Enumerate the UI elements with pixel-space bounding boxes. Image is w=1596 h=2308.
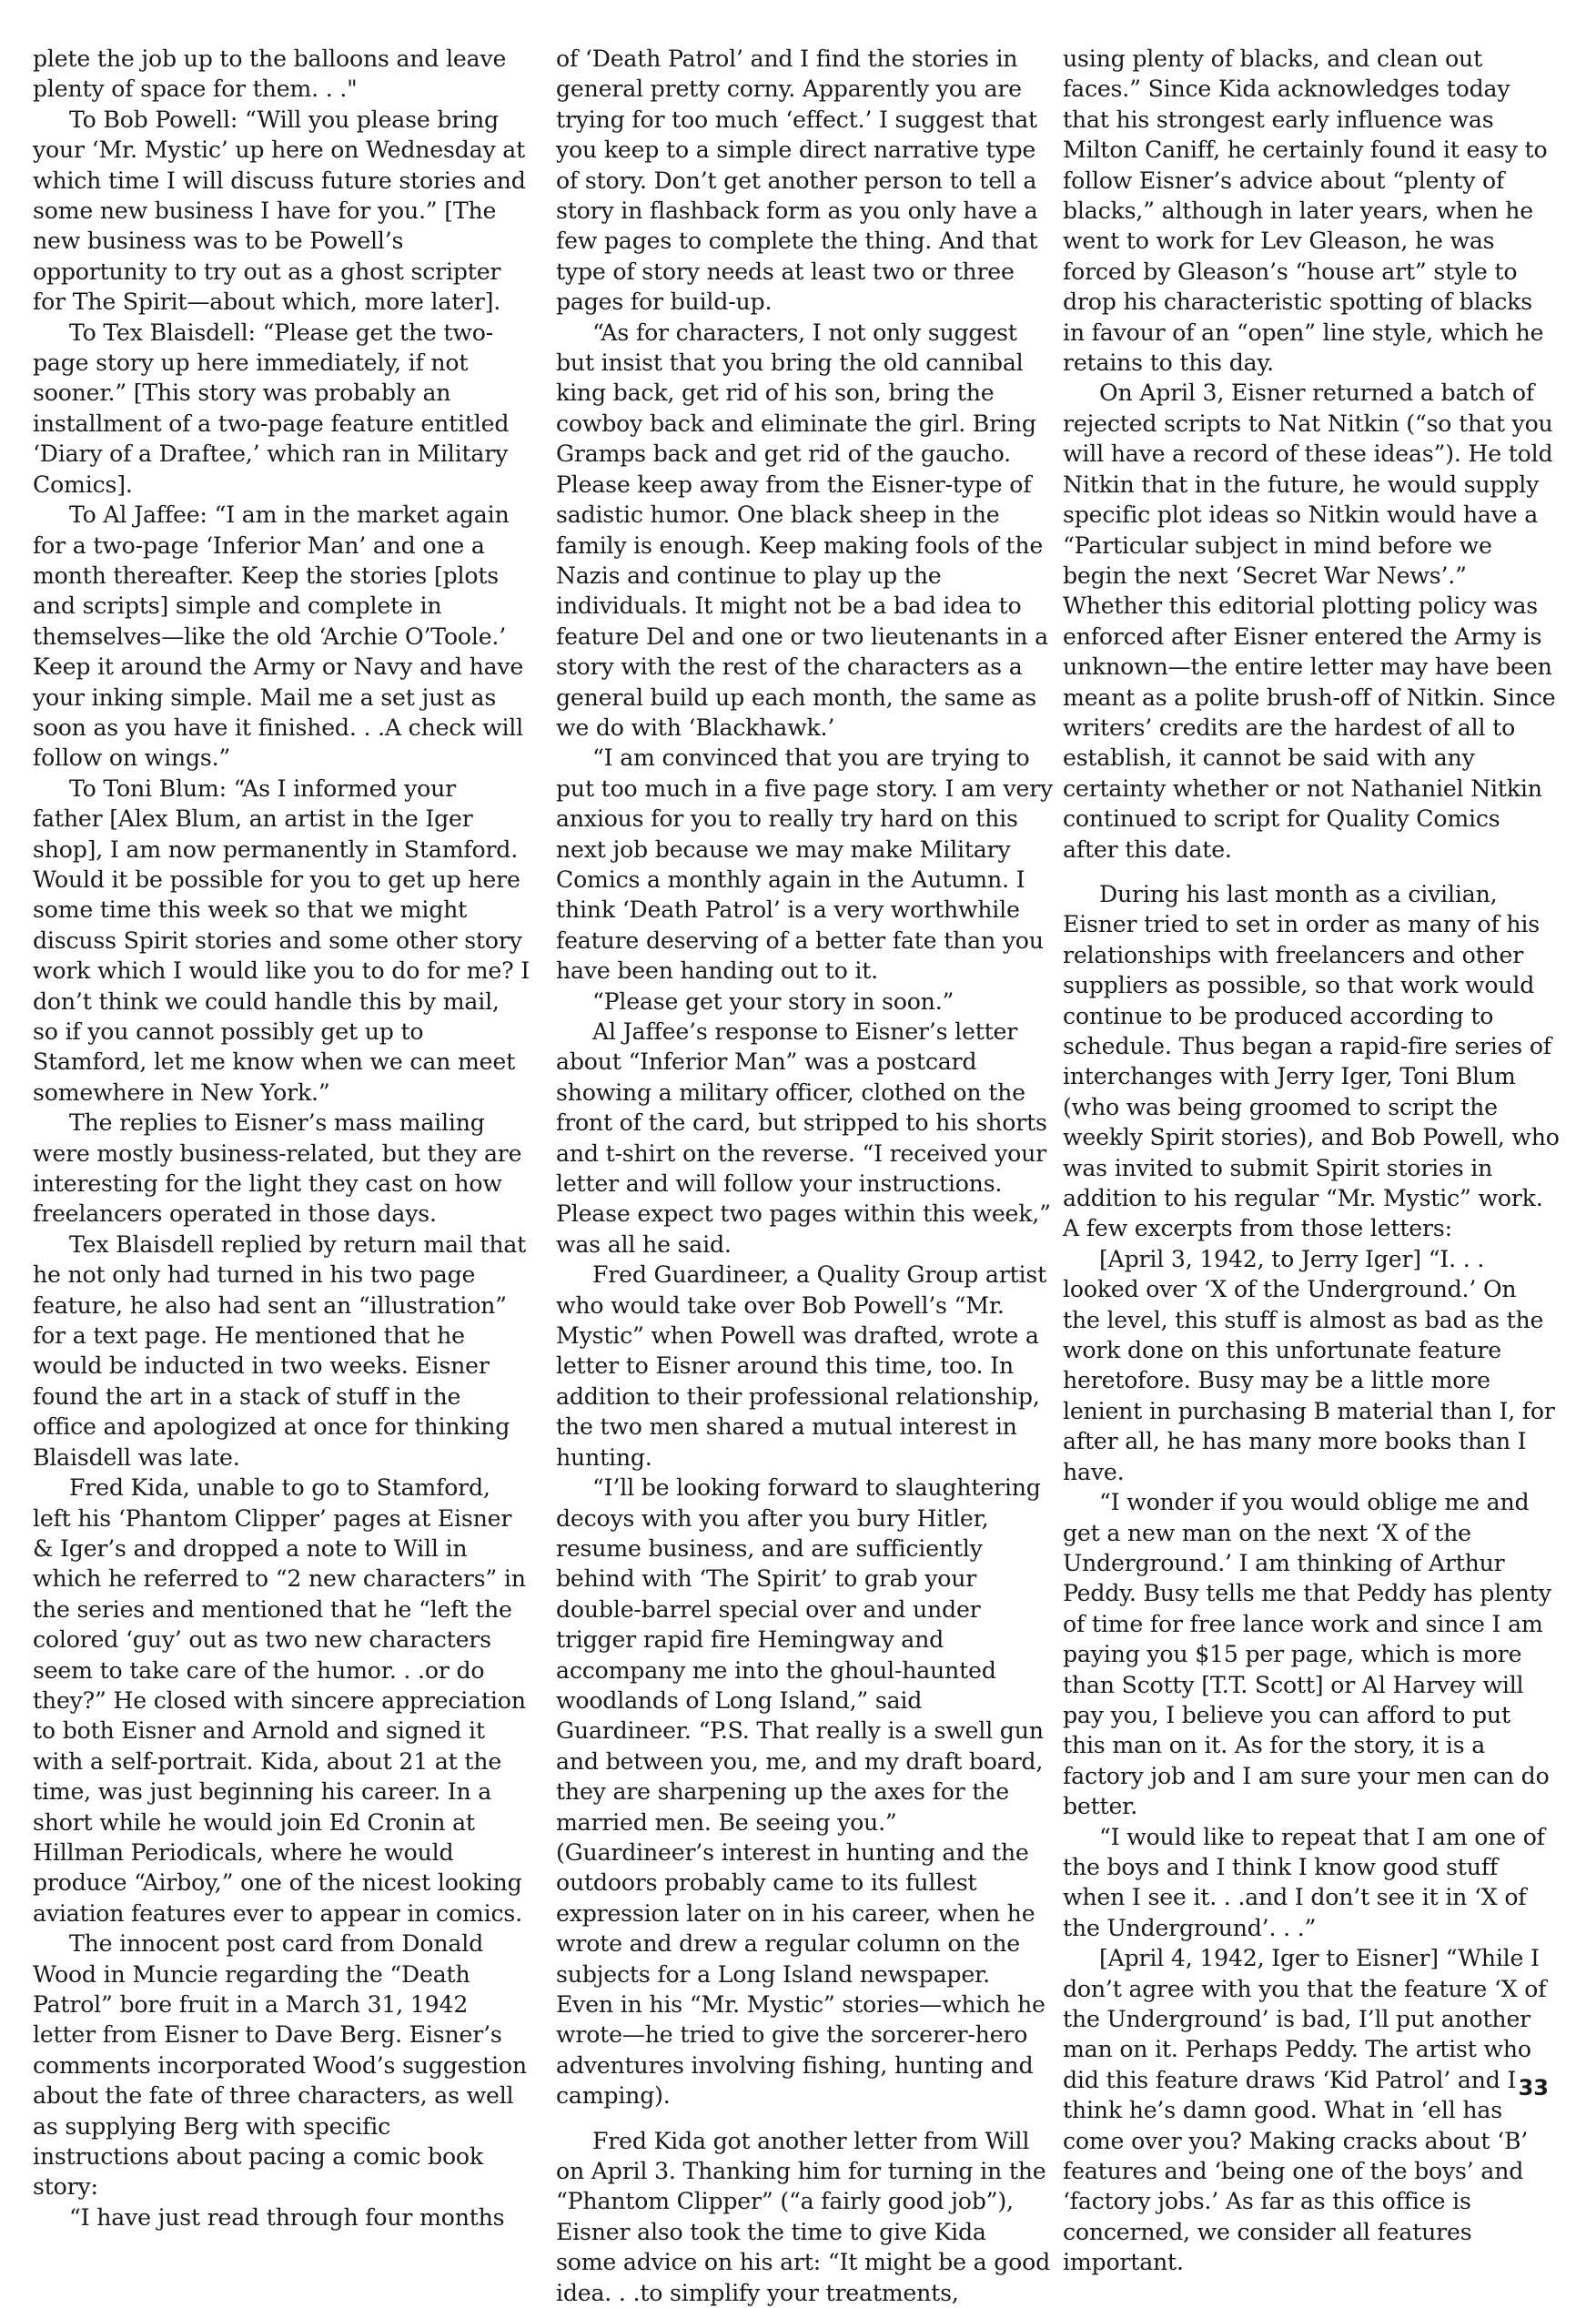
paragraph: Tex Blaisdell replied by return mail that he not only had turned in his two page feature, he also had sent an “illustration” for a text page. He mentioned that he would be inducted in two weeks. Eisner found the art in a stack of stuff in the office and apologized at once for thinking Blaisdell was late. — [33, 1230, 527, 1471]
paragraph: “I would like to repeat that I am one of the boys and I think I know good stuff when I see it. . .and I don’t see it in ‘X of the Underground’. . .” — [1063, 1823, 1545, 1941]
article-column-2 — [556, 44, 1053, 2308]
article-column-1 — [33, 44, 530, 2232]
paragraph: To Bob Powell: “Will you please bring your ‘Mr. Mystic’ up here on Wednesday at which time I will discuss future stories and some new business I have for you.” [The new business was to be Powell’s opportunity to try out as a ghost scripter for The Spirit—about which, more later]. — [33, 106, 526, 316]
paragraph: To Toni Blum: “As I informed your father [Alex Blum, an artist in the Iger shop], I am now permanently in Stamford. Would it be possible for you to get up here some time this week so that we might discuss Spirit stories and some other story work which I would like you to do for me? I don’t think we could handle this by mail, so if you cannot possibly get up to Stamford, let me know when we can meet somewhere in New York.” — [33, 774, 530, 1106]
paragraph: To Al Jaffee: “I am in the market again for a two-page ‘Inferior Man’ and one a month thereafter. Keep the stories [plots and scripts] simple and complete in themselves—like the old ‘Archie O’Toole.’ Keep it around the Army or Navy and have your inking simple. Mail me a set just as soon as you have it finished. . .A check will follow on wings.” — [33, 501, 524, 772]
paragraph: using plenty of blacks, and clean out faces.” Since Kida acknowledges today that his strongest early influence was Milton Caniff, he certainly found it easy to follow Eisner’s advice about “plenty of blacks,” although in later years, when he went to work for Lev Gleason, he was forced by Gleason’s “house art” style to drop his characteristic spotting of blacks in favour of an “open” line style, which he retains to this day. — [1063, 46, 1548, 377]
paragraph: On April 3, Eisner returned a batch of rejected scripts to Nat Nitkin (“so that you will have a record of these ideas”). He told Nitkin that in the future, he would supply specific plot ideas so Nitkin would have a “Particular subject in mind before we begin the next ‘Secret War News’.” Whether this editorial plotting policy was enforced after Eisner entered the Army is unknown—the entire letter may have been meant as a polite brush-off of Nitkin. Since writers’ credits are the hardest of all to establish, it cannot be said with any certainty whether or not Nathaniel Nitkin continued to script for Quality Comics after this date. — [1063, 380, 1556, 863]
paragraph: “Please get your story in soon.” — [592, 987, 955, 1015]
paragraph: The replies to Eisner’s mass mailing were mostly business-related, but they are interesting for the light they cast on how freelancers operated in those days. — [33, 1109, 522, 1228]
paragraph: Fred Kida got another letter from Will on April 3. Thanking him for turning in the “Phantom Clipper” (“a fairly good job”), Eisner also took the time to give Kida some advice on his art: “It might be a good idea. . .to simplify your treatments, — [556, 2127, 1051, 2306]
paragraph: “I’ll be looking forward to slaughtering decoys with you after you bury Hitler, resume business, and are sufficiently behind with ‘The Spirit’ to grab your double-barrel special over and under trigger rapid fire Hemingway and accompany me into the ghoul-haunted woodlands of Long Island,” said Guardineer. “P.S. That really is a swell gun and between you, me, and my draft board, they are sharpening up the axes for the married men. Be seeing you.” (Guardineer’s interest in hunting and the outdoors probably came to its fullest expression later on in his career, when he wrote and drew a regular column on the subjects for a Long Island newspaper. Even in his “Mr. Mystic” stories—which he wrote—he tried to give the sorcerer-hero adventures involving fishing, hunting and camping). — [556, 1474, 1045, 2110]
paragraph: “I am convinced that you are trying to put too much in a five page story. I am very anxious for you to really try hard on this next job because we may make Military Comics a monthly again in the Autumn. I think ‘Death Patrol’ is a very worthwhile feature deserving of a better fate than you have been handing out to it. — [556, 744, 1053, 985]
paragraph: “As for characters, I not only suggest but insist that you bring the old cannibal king back, get rid of his son, bring the cowboy back and eliminate the girl. Bring Gramps back and get rid of the gaucho. Please keep away from the Eisner-type of sadistic humor. One black sheep in the family is enough. Keep making fools of the Nazis and continue to play up the individuals. It might not be a bad idea to feature Del and one or two lieutenants in a story with the rest of the characters as a general build up each month, the same as we do with ‘Blackhawk.’ — [556, 319, 1048, 741]
paragraph: [April 4, 1942, Iger to Eisner] “While I don’t agree with you that the feature ‘X of the Underground’ is bad, I’ll put another man on it. Perhaps Peddy. The artist who did this feature draws ‘Kid Patrol’ and I think he’s damn good. What in ‘ell has come over you? Making cracks about ‘B’ features and ‘being one of the boys’ and ‘factory jobs.’ As far as this office is concerned, we consider all features important. — [1063, 1945, 1547, 2276]
paragraph: Fred Kida, unable to go to Stamford, left his ‘Phantom Clipper’ pages at Eisner & Iger’s and dropped a note to Will in which he referred to “2 new characters” in the series and mentioned that he “left the colored ‘guy’ out as two new characters seem to take care of the humor. . .or do they?” He closed with sincere appreciation to both Eisner and Arnold and signed it with a self-portrait. Kida, about 21 at the time, was just beginning his career. In a short while he would join Ed Cronin at Hillman Periodicals, where he would produce “Airboy,” one of the nicest looking aviation features ever to appear in comics. — [33, 1474, 526, 1927]
article-column-3 — [1063, 44, 1560, 2278]
paragraph: [April 3, 1942, to Jerry Iger] “I. . . looked over ‘X of the Underground.’ On the level, this stuff is almost as bad as the work done on this unfortunate feature heretofore. Busy may be a little more lenient in purchasing B material than I, for after all, he has many more books than I have. — [1063, 1245, 1555, 1485]
paragraph: plete the job up to the balloons and leave plenty of space for them. . ." — [33, 46, 507, 103]
paragraph: “I have just read through four months — [69, 2203, 505, 2231]
paragraph: Fred Guardineer, a Quality Group artist who would take over Bob Powell’s “Mr. Mystic” when Powell was drafted, wrote a letter to Eisner around this time, too. In addition to their professional relationship, the two men shared a mutual interest in hunting. — [556, 1261, 1046, 1471]
paragraph: Al Jaffee’s response to Eisner’s letter about “Inferior Man” was a postcard showing a military officer, clothed on the front of the card, but stripped to his shorts and t-shirt on the reverse. “I received your letter and will follow your instructions. Please expect two pages within this week,” was all he said. — [556, 1018, 1051, 1258]
page-number: 33 — [1518, 2075, 1549, 2100]
paragraph: The innocent post card from Donald Wood in Muncie regarding the “Death Patrol” bore fruit in a March 31, 1942 letter from Eisner to Dave Berg. Eisner’s comments incorporated Wood’s suggestion about the fate of three characters, as well as supplying Berg with specific instructions about pacing a comic book story: — [33, 1930, 527, 2201]
paragraph: of ‘Death Patrol’ and I find the stories in general pretty corny. Apparently you are trying for too much ‘effect.’ I suggest that you keep to a simple direct narrative type of story. Don’t get another person to tell a story in flashback form as you only have a few pages to complete the thing. And that type of story needs at least two or three pages for build-up. — [556, 46, 1038, 316]
paragraph: To Tex Blaisdell: “Please get the two-page story up here immediately, if not sooner.” [This story was probably an installment of a two-page feature entitled ‘Diary of a Draftee,’ which ran in Military Comics]. — [33, 319, 510, 498]
paragraph: “I wonder if you would oblige me and get a new man on the next ‘X of the Underground.’ I am thinking of Arthur Peddy. Busy tells me that Peddy has plenty of time for free lance work and since I am paying you $15 per page, which is more than Scotty [T.T. Scott] or Al Harvey will pay you, I believe you can afford to put this man on it. As for the story, it is a factory job and I am sure your men can do better. — [1063, 1489, 1551, 1820]
paragraph: During his last month as a civilian, Eisner tried to set in order as many of his relationships with freelancers and other suppliers as possible, so that work would continue to be produced according to schedule. Thus began a rapid-fire series of interchanges with Jerry Iger, Toni Blum (who was being groomed to script the weekly Spirit stories), and Bob Powell, who was invited to submit Spirit stories in addition to his regular “Mr. Mystic” work. A few excerpts from those letters: — [1063, 880, 1560, 1242]
